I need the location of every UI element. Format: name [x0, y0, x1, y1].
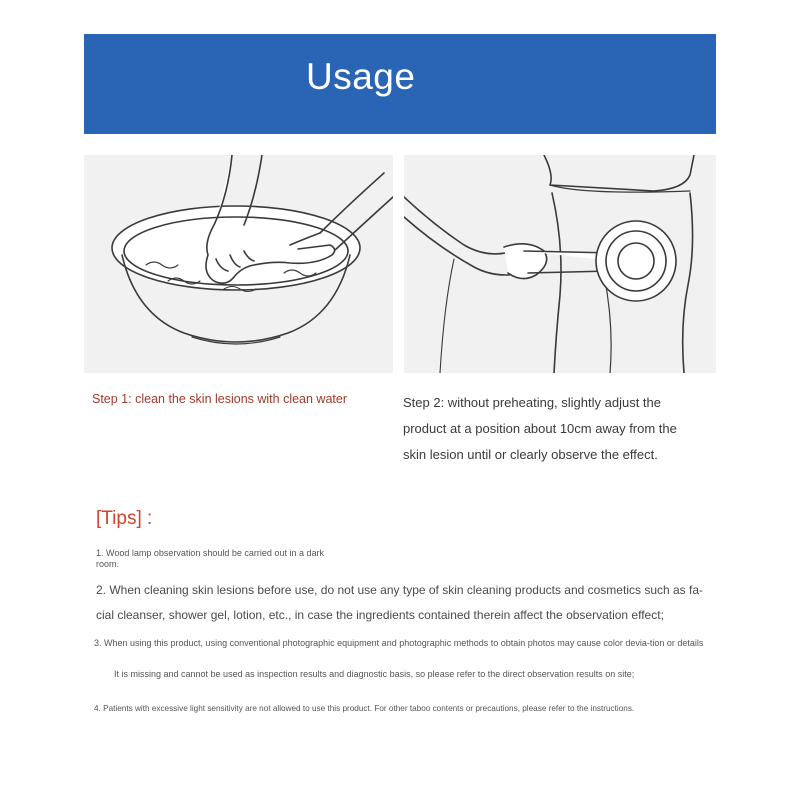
- page-title: Usage: [306, 56, 416, 97]
- tip-item: 4. Patients with excessive light sensitivity are not allowed to use this product. For other taboo contents or precautions, please refer to the instructions.: [94, 704, 635, 713]
- header-banner: [84, 34, 716, 134]
- tips-heading: [Tips] :: [96, 508, 153, 529]
- step1-text: Step 1: clean the skin lesions with clean water: [92, 392, 347, 406]
- tip-item: 3. When using this product, using conventional photographic equipment and photographic methods to obtain photos may cause color devia-tion or details: [94, 638, 704, 648]
- basin-washing-icon: [84, 155, 393, 373]
- tip-item: 1. Wood lamp observation should be carried out in a dark room.: [96, 548, 324, 569]
- step2-text: Step 2: without preheating, slightly adjust the product at a position about 10cm away from the skin lesion until or clearly observe the effect.: [403, 395, 677, 462]
- tip-item-continuation: It is missing and cannot be used as inspection results and diagnostic basis, so please refer to the direct observation results on site;: [114, 669, 635, 679]
- tip-item: 2. When cleaning skin lesions before use, do not use any type of skin cleaning products and cosmetics such as fa-cial cleanser, shower gel, lotion, etc., in case the ingredients contained therein affect the observation effect;: [96, 583, 704, 622]
- step2-illustration: [404, 155, 716, 373]
- wood-lamp-icon: [404, 155, 716, 373]
- step1-illustration: [84, 155, 393, 373]
